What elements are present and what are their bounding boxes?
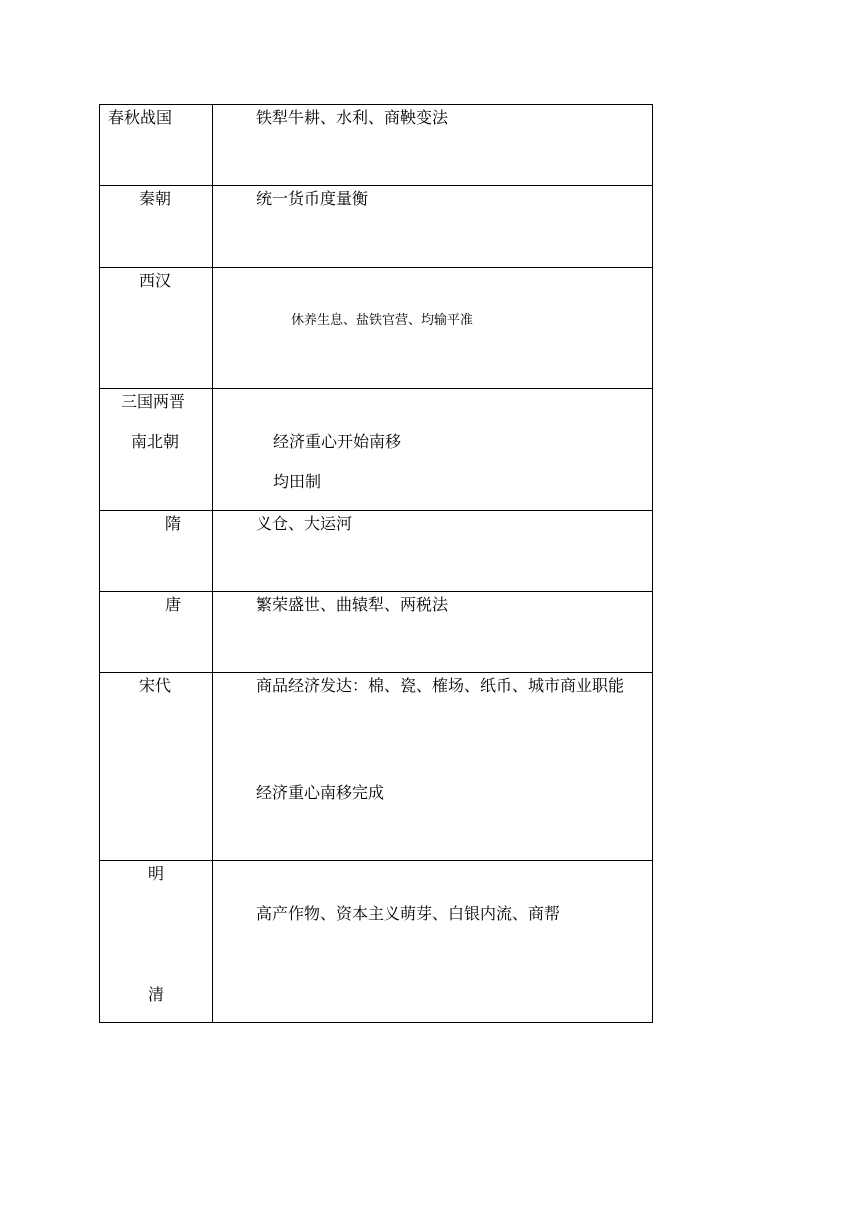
- content-cell: [213, 105, 653, 186]
- content-text: 义仓、大运河: [256, 514, 353, 533]
- content-text: 商品经济发达：棉、瓷、榷场、纸币、城市商业职能: [256, 676, 625, 695]
- era-label: 宋代: [139, 676, 172, 695]
- content-text: 高产作物、资本主义萌芽、白银内流、商帮: [256, 904, 561, 923]
- table-row: [100, 186, 653, 268]
- content-cell: [213, 389, 653, 511]
- table-row: [100, 389, 653, 511]
- table-row: [100, 268, 653, 389]
- content-text: 经济重心南移完成: [256, 783, 385, 802]
- era-label: 春秋战国: [108, 108, 173, 127]
- era-label: 南北朝: [131, 432, 180, 451]
- era-label: 隋: [165, 514, 182, 533]
- table-row: [100, 105, 653, 186]
- era-cell: [100, 268, 213, 389]
- era-label: 三国两晋: [121, 392, 186, 411]
- content-cell: [213, 268, 653, 389]
- era-cell: [100, 592, 213, 673]
- content-cell: [213, 186, 653, 268]
- content-text: 均田制: [273, 472, 322, 491]
- content-text: 经济重心开始南移: [273, 432, 402, 451]
- table-row: [100, 861, 653, 1023]
- content-cell: [213, 592, 653, 673]
- era-cell: [100, 861, 213, 1023]
- era-cell: [100, 511, 213, 592]
- dynasty-economy-table: [99, 104, 653, 1023]
- era-label: 清: [148, 985, 165, 1004]
- content-text: 休养生息、盐铁官营、均输平准: [291, 313, 474, 328]
- content-cell: [213, 861, 653, 1023]
- content-text: 铁犁牛耕、水利、商鞅变法: [256, 108, 449, 127]
- table-row: [100, 592, 653, 673]
- table-row: [100, 673, 653, 861]
- era-label: 秦朝: [139, 189, 172, 208]
- content-text: 统一货币度量衡: [256, 189, 369, 208]
- era-cell: [100, 673, 213, 861]
- era-cell: [100, 389, 213, 511]
- era-cell: [100, 105, 213, 186]
- era-label: 西汉: [139, 271, 172, 290]
- content-cell: [213, 511, 653, 592]
- era-cell: [100, 186, 213, 268]
- content-cell: [213, 673, 653, 861]
- era-label: 唐: [165, 595, 182, 614]
- era-label: 明: [148, 864, 165, 883]
- table-row: [100, 511, 653, 592]
- content-text: 繁荣盛世、曲辕犁、两税法: [256, 595, 449, 614]
